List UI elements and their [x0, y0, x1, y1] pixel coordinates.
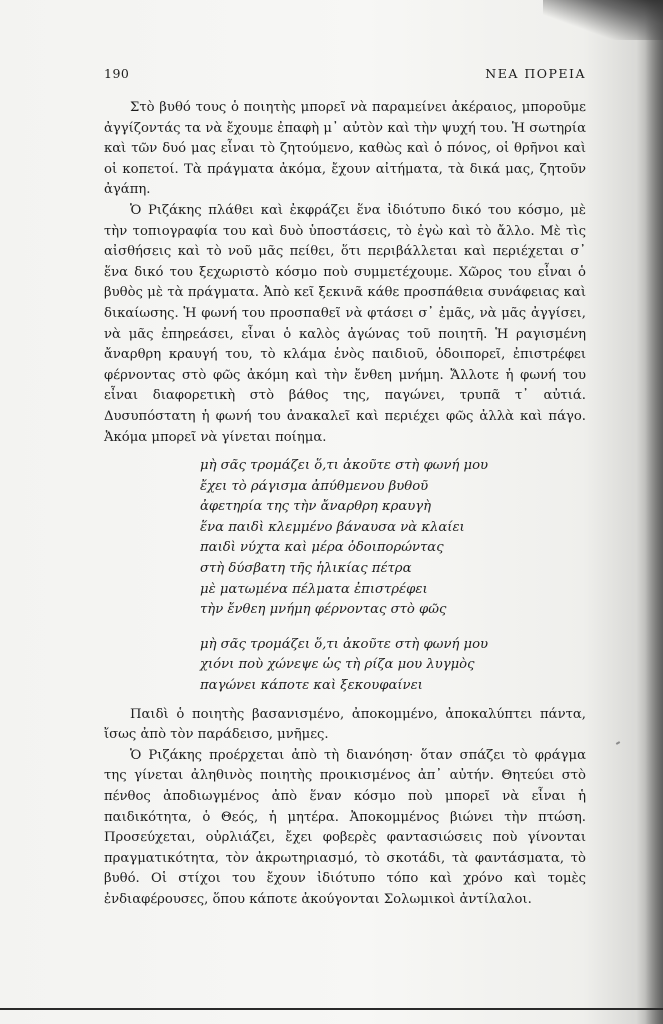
paragraph: Ὁ Ριζάκης προέρχεται ἀπὸ τὴ διανόηση· ὅταν σπάζει τὸ φράγμα της γίνεται ἀληθινὸς ποιητὴς προικισμένος ἀπ᾽ αὐτήν. Θητεύει στὸ πένθος ἀποδιωγμένος ἀπὸ ἕναν κόσμο ποὺ μπορεῖ νὰ εἶναι ἡ παιδικότητα, ὁ Θεός, ἡ μητέρα. Ἀποκομμένος βιώνει τὴν πτώση. Προσεύχεται, οὐρλιάζει, ἔχει φοβερὲς φαντασιώσεις ποὺ γίνονται πραγματικότητα, τὸν ἀκρωτηριασμό, τὸ σκοτάδι, τὰ φαντάσματα, τὸ βυθό. Οἱ στίχοι του ἔχουν ἰδιότυπο τόπο καὶ χρόνο καὶ τομὲς ἐνδιαφέρουσες, ὅπου κάποτε ἀκούγονται Σολωμικοὶ ἀντίλαλοι. [104, 747, 586, 907]
page-edge-shadow [645, 0, 663, 1024]
verse-line: τὴν ἔνθεη μνήμη φέρνοντας στὸ φῶς [200, 602, 447, 618]
bottom-rule [0, 1008, 663, 1010]
verse-line: μὴ σᾶς τρομάζει ὅ,τι ἀκοῦτε στὴ φωνή μου [200, 636, 489, 652]
verse-line: στὴ δύσβατη τῆς ἡλικίας πέτρα [200, 561, 412, 577]
verse-line: ἕνα παιδὶ κλεμμένο βάναυσα νὰ κλαίει [200, 519, 465, 535]
verse-line: μὴ σᾶς τρομάζει ὅ,τι ἀκοῦτε στὴ φωνή μου [200, 458, 489, 474]
paragraph: Στὸ βυθό τους ὁ ποιητὴς μπορεῖ νὰ παραμείνει ἀκέραιος, μποροῦμε ἀγγίζοντάς τα νὰ ἔχουμε ἐπαφὴ μ᾽ αὐτὸν καὶ τὴν ψυχή του. Ἡ σωτηρία καὶ τῶν δυό μας εἶναι τὸ ζητούμενο, καθὼς καὶ ὁ πόνος, οἱ θρῆνοι καὶ οἱ κοπετοί. Τὰ πράγματα ἀκόμα, ἔχουν αἰτήματα, τὰ δικά μας, ζητοῦν ἀγάπη. [104, 100, 586, 198]
text-block [104, 66, 586, 911]
verse-line: παγώνει κάποτε καὶ ξεκουφαίνει [200, 678, 423, 694]
verse-line: μὲ ματωμένα πέλματα ἐπιστρέφει [200, 581, 428, 597]
verse-line: χιόνι ποὺ χώνεψε ὡς τὴ ρίζα μου λυγμὸς [200, 657, 475, 673]
stray-mark [616, 741, 620, 745]
running-head [104, 66, 586, 88]
page-number: 190 [104, 66, 130, 81]
paragraph: Παιδὶ ὁ ποιητὴς βασανισμένο, ἀποκομμένο, ἀποκαλύπτει πάντα, ἴσως ἀπὸ τὸν παράδεισο, μνῆμες. [104, 706, 586, 743]
body-text [104, 98, 586, 911]
verse-line: ἔχει τὸ ράγισμα ἀπύθμενου βυθοῦ [200, 478, 429, 494]
verse-line: παιδὶ νύχτα καὶ μέρα ὁδοιπορώντας [200, 540, 444, 556]
poem-quote [200, 456, 586, 697]
running-title: ΝΕΑ ΠΟΡΕΙΑ [485, 66, 586, 81]
stanza [200, 635, 586, 697]
stanza [200, 456, 586, 621]
verse-line: ἀφετηρία της τὴν ἄναρθρη κραυγὴ [200, 499, 432, 515]
paragraph: Ὁ Ριζάκης πλάθει καὶ ἐκφράζει ἕνα ἰδιότυπο δικό του κόσμο, μὲ τὴν τοπιογραφία του καὶ δυὸ ὑποστάσεις, τὸ ἐγὼ καὶ τὸ ἄλλο. Μὲ τὶς αἰσθήσεις καὶ τὸ νοῦ μᾶς πείθει, ὅτι περιβάλλεται καὶ περιέχεται σ᾽ ἕνα δικό του ξεχωριστὸ κόσμο ποὺ συμμετέχουμε. Χῶρος του εἶναι ὁ βυθὸς μὲ τὰ πράγματα. Ἀπὸ κεῖ ξεκινᾶ κάθε προσπάθεια συνάφειας καὶ δικαίωσης. Ἡ φωνή του προσπαθεῖ νὰ φτάσει σ᾽ ἐμᾶς, νὰ μᾶς ἀγγίσει, νὰ μᾶς ἐπηρεάσει, εἶναι ὁ καλὸς ἀγώνας τοῦ ποιητῆ. Ἡ ραγισμένη ἄναρθρη κραυγή του, τὸ κλάμα ἑνὸς παιδιοῦ, ὁδοιπορεῖ, ἐπιστρέφει φέρνοντας στὸ φῶς ἀκόμη καὶ τὴν ἔνθεη μνήμη. Ἄλλοτε ἡ φωνή του εἶναι διαφορετικὴ στὸ βάθος της, παγώνει, τρυπᾶ τ᾽ αὐτιά. Δυσυπόστατη ἡ φωνή του ἀνακαλεῖ καὶ περιέχει φῶς ἀλλὰ καὶ πάγο. Ἀκόμα μπορεῖ νὰ γίνεται ποίημα. [104, 202, 586, 445]
